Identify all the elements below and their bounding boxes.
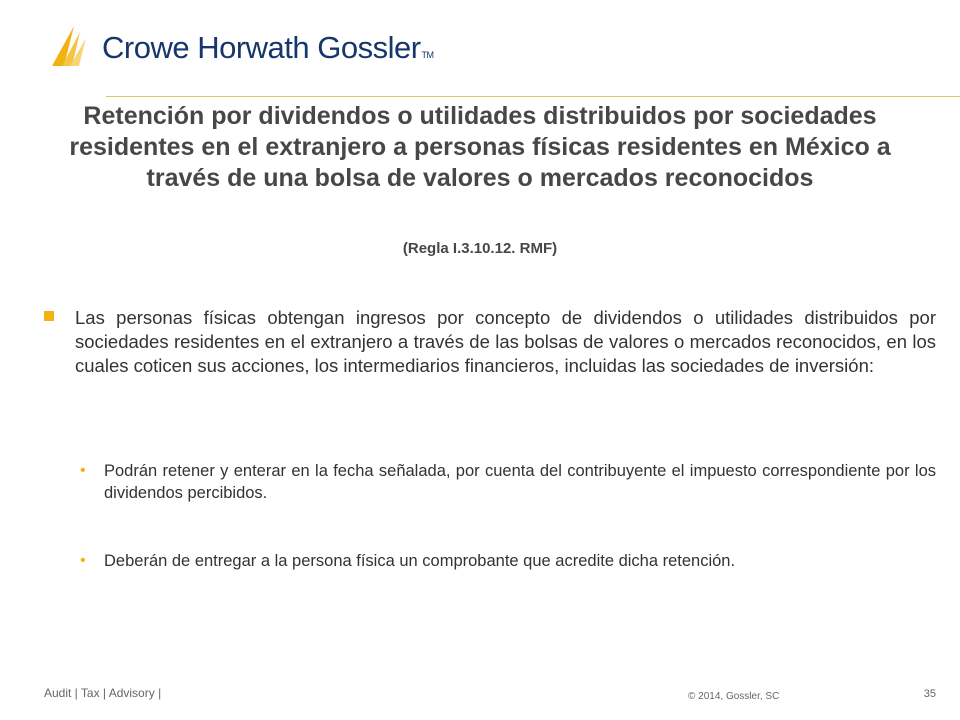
header-divider <box>106 96 960 97</box>
footer-services: Audit | Tax | Advisory | <box>44 686 162 700</box>
slide-title: Retención por dividendos o utilidades distribuidos por sociedades residentes en el extranjero a personas físicas residentes en México a través de una bolsa de valores o mercados reconocidos <box>69 102 891 192</box>
footer-copyright: © 2014, Gossler, SC <box>688 691 780 702</box>
square-bullet-icon <box>44 311 54 321</box>
sub-bullet <box>80 550 936 572</box>
main-bullet <box>44 306 936 378</box>
slide-subtitle: (Regla I.3.10.12. RMF) <box>402 240 558 257</box>
dot-bullet-icon: • <box>80 462 86 479</box>
page-number: 35 <box>923 688 936 700</box>
sub-bullet <box>80 460 936 504</box>
main-bullet-text: Las personas físicas obtengan ingresos por concepto de dividendos o utilidades distribuidos por sociedades residentes en el extranjero a través de las bolsas de valores o mercados reconocidos, en los cuales coticen sus acciones, los intermediarios financieros, incluidas las sociedades de inversión: <box>75 307 936 376</box>
company-logo <box>50 26 434 70</box>
crowe-logo-icon <box>50 26 96 70</box>
sub-bullet-text: Deberán de entregar a la persona física un comprobante que acredite dicha retención. <box>104 552 736 570</box>
sub-bullet-text: Podrán retener y enterar en la fecha señalada, por cuenta del contribuyente el impuesto correspondiente por los dividendos percibidos. <box>104 462 936 502</box>
logo-text: Crowe Horwath GosslerTM <box>102 30 434 65</box>
dot-bullet-icon: • <box>80 552 86 569</box>
